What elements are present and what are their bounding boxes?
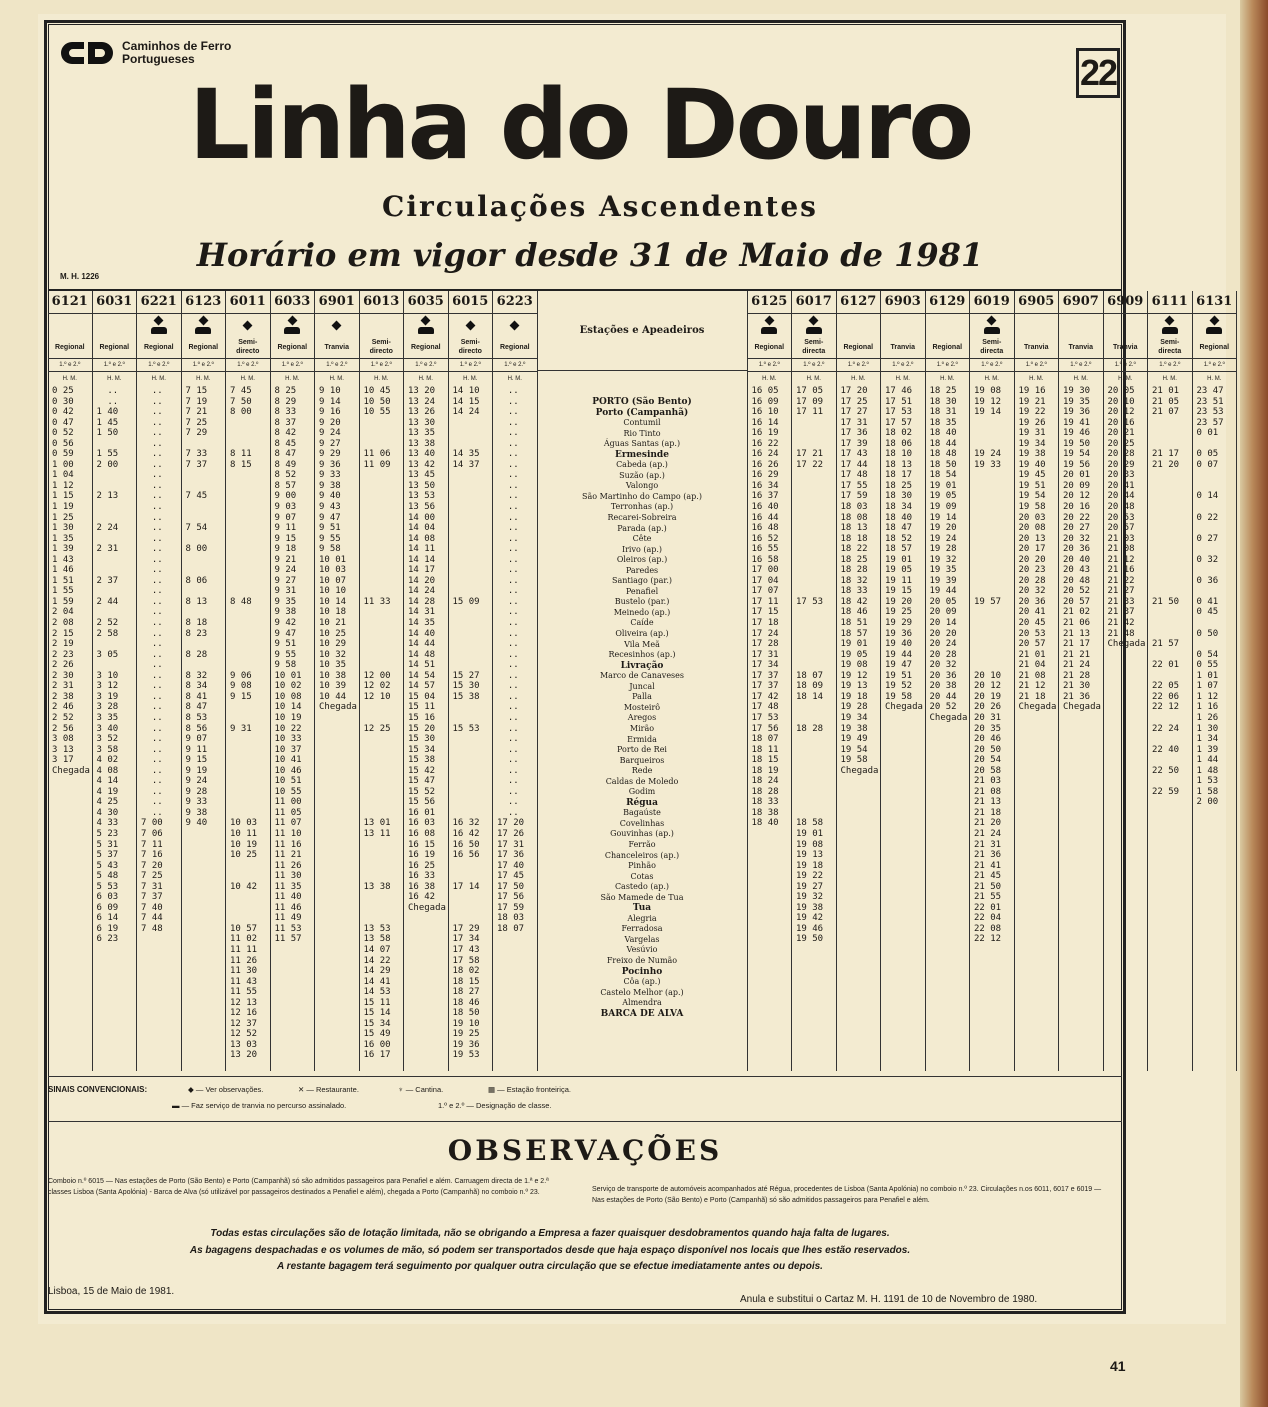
station-row: Irivo (ap.) — [621, 544, 663, 554]
train-times: 19 16 19 21 19 22 19 26 19 31 19 34 19 38 19 40 19 45 19 51 19 54 19 58 20 03 20 08 20 13 20 17 20 20 20 23 20 28 20 32 20 36 20 41 20 45 20 53 20 57 21 01 21 04 21 08 21 12 21 18 Chegada — [1018, 386, 1057, 713]
train-icons — [271, 314, 315, 336]
train-number: 6013 — [360, 291, 404, 314]
train-number: 6131 — [1193, 291, 1237, 314]
train-number: 6123 — [182, 291, 226, 314]
train-number: 6125 — [748, 291, 792, 314]
station-row: Valongo — [625, 481, 659, 491]
hours-minutes-label: H. M. — [1207, 376, 1222, 382]
station-row: Cotas — [630, 871, 654, 881]
station-row: Contumil — [623, 418, 661, 428]
station-row: Ermesinde — [615, 449, 669, 460]
station-row: Covelinhas — [619, 818, 665, 828]
train-icons — [449, 314, 493, 336]
station-row: Ferrão — [628, 839, 656, 849]
observation-diamond-icon — [421, 316, 431, 326]
observation-right: Serviço de transporte de automóveis acompanhados até Régua, procedentes de Lisboa (Santa Apolónia) no comboio n.º 23. Circulações n.os 6011, 6017 e 6019 — Nas estações de Porto (São Bento) e Porto (Campanhã) só são admitidos passageiros para Penafiel e além. — [592, 1186, 1102, 1204]
train-number: 6903 — [881, 291, 925, 314]
cp-logo — [60, 38, 231, 68]
station-row: Recarei-Sobreira — [607, 513, 677, 523]
train-times: 9 10 9 14 9 16 9 20 9 24 9 27 9 29 9 36 9 33 9 38 9 40 9 43 9 47 9 51 9 55 9 58 10 01 10 03 10 07 10 10 10 14 10 18 10 21 10 25 10 29 10 32 10 35 10 38 10 39 10 44 Chegada — [319, 386, 357, 713]
train-column-6035 — [404, 291, 449, 1071]
hours-minutes-label: H. M. — [940, 376, 955, 382]
train-number: 6221 — [137, 291, 181, 314]
station-row: Rede — [631, 766, 653, 776]
station-row: São Mamede de Tua — [600, 892, 684, 902]
train-class: 1.º e 2.º — [360, 358, 404, 372]
hours-minutes-label: H. M. — [1162, 376, 1177, 382]
train-class: 1.º e 2.º — [1193, 358, 1237, 372]
station-row: Bustelo (par.) — [614, 597, 670, 607]
station-row: Terronhas (ap.) — [610, 502, 674, 512]
station-row: Régua — [626, 797, 658, 808]
validity-line: Horário em vigor desde 31 de Maio de 1981 — [196, 236, 984, 274]
train-times: 7 15 7 19 7 21 7 25 7 29 7 33 7 37 7 45 7 54 8 00 8 06 8 13 8 18 8 23 8 28 8 32 8 34 8 41 8 47 8 53 8 56 9 07 9 11 9 15 9 19 9 24 9 28 9 33 9 38 9 40 — [185, 386, 208, 829]
train-column-6909 — [1104, 291, 1149, 1071]
train-times: 14 10 14 15 14 24 14 35 14 37 15 09 15 27 15 30 15 38 15 53 16 32 16 42 16 50 16 56 17 14 17 29 17 34 17 43 17 58 18 02 18 15 18 27 18 46 18 50 19 10 19 25 19 36 19 53 — [452, 386, 480, 1061]
train-type: Semi- directo — [236, 339, 260, 355]
train-icons — [93, 314, 137, 336]
hours-minutes-label: H. M. — [851, 376, 866, 382]
station-row: Oleiros (ap.) — [616, 555, 668, 565]
station-row: Castelo Melhor (ap.) — [600, 987, 684, 997]
station-row: Godim — [628, 787, 656, 797]
observation-diamond-icon — [987, 316, 997, 326]
station-row: Águas Santas (ap.) — [603, 439, 681, 449]
station-row: Gouvinhas (ap.) — [610, 829, 674, 839]
station-row: Meinedo (ap.) — [613, 607, 671, 617]
station-row: Porto (Campanhã) — [595, 407, 689, 418]
station-row: Paredes — [625, 565, 659, 575]
train-icons — [1193, 314, 1237, 336]
train-number: 6905 — [1015, 291, 1059, 314]
observation-diamond-icon — [287, 316, 297, 326]
train-times: 19 08 19 12 19 14 19 24 19 33 19 57 20 10 20 12 20 19 20 26 20 31 20 35 20 46 20 50 20 54 20 58 21 03 21 08 21 13 21 18 21 20 21 24 21 31 21 36 21 41 21 45 21 50 21 55 22 01 22 04 22 08 22 12 — [974, 386, 1002, 945]
station-row: Alegria — [627, 913, 657, 923]
train-column-6013 — [360, 291, 405, 1071]
stations-column — [538, 291, 748, 1071]
note-remaining-baggage: A restante bagagem terá seguimento por qualquer outra circulação que se efectue imediatamente antes ou depois. — [277, 1261, 823, 1272]
train-times: 10 45 10 50 10 55 11 06 11 09 11 33 12 00 12 02 12 10 12 25 13 01 13 11 13 38 13 53 13 58 14 07 14 22 14 29 14 41 14 53 15 11 15 14 15 34 15 49 16 00 16 17 — [363, 386, 391, 1061]
train-type: Tranvia — [1068, 343, 1093, 351]
station-row: Aregos — [627, 713, 657, 723]
train-type: Semi- directa — [802, 339, 826, 355]
train-class: 1.º e 2.º — [93, 358, 137, 372]
reference-code: M. H. 1226 — [60, 272, 100, 281]
train-times: 18 25 18 30 18 31 18 35 18 40 18 44 18 48 18 50 18 54 19 01 19 05 19 09 19 14 19 20 19 24 19 28 19 32 19 35 19 39 19 44 20 05 20 09 20 14 20 20 20 24 20 28 20 32 20 36 20 38 20 44 20 52 Chegada — [929, 386, 968, 723]
train-times: 13 20 13 24 13 26 13 30 13 35 13 38 13 40 13 42 13 45 13 50 13 53 13 56 14 00 14 04 14 08 14 11 14 14 14 17 14 20 14 24 14 28 14 31 14 35 14 40 14 44 14 48 14 51 14 54 14 57 15 04 15 11 15 16 15 20 15 30 15 34 15 38 15 42 15 47 15 52 15 56 16 01 16 03 16 08 16 15 16 19 16 25 16 33 16 38 16 42 Chegada — [408, 386, 446, 913]
station-row: Palla — [632, 692, 652, 702]
timetable — [48, 289, 1233, 1071]
train-column-6031 — [93, 291, 138, 1071]
train-icons — [48, 314, 92, 336]
stations-header: Estações e Apeadeiros — [538, 291, 747, 371]
train-icons — [226, 314, 270, 336]
train-column-6907 — [1059, 291, 1104, 1071]
train-times: 16 05 16 09 16 10 16 14 16 19 16 22 16 24 16 26 16 29 16 34 16 37 16 40 16 44 16 48 16 52 16 55 16 58 17 00 17 04 17 07 17 11 17 15 17 18 17 24 17 28 17 31 17 34 17 37 17 37 17 42 17 48 17 53 17 56 18 07 18 11 18 15 18 19 18 24 18 28 18 33 18 38 18 40 — [751, 386, 779, 829]
train-column-6903 — [881, 291, 926, 1071]
train-number: 6129 — [926, 291, 970, 314]
train-times: .. .. 1 40 1 45 1 50 1 55 2 00 2 13 2 24 2 31 2 37 2 44 2 52 2 58 3 05 3 10 3 12 3 19 3 28 3 35 3 40 3 52 3 58 4 02 4 08 4 14 4 19 4 25 4 30 4 33 5 23 5 31 5 37 5 43 5 48 5 53 6 03 6 09 6 14 6 19 6 23 — [96, 386, 119, 945]
station-row: Pocinho — [621, 966, 663, 977]
station-row: Cête — [632, 534, 652, 544]
train-type: Regional — [277, 343, 308, 351]
legend-label: SINAIS CONVENCIONAIS: — [48, 1085, 148, 1094]
train-class: 1.º e 2.º — [48, 358, 92, 372]
observation-diamond-icon — [332, 320, 342, 330]
hours-minutes-label: H. M. — [151, 376, 166, 382]
observation-left: Comboio n.º 6015 — Nas estações de Porto (São Bento) e Porto (Campanhã) só são admitidos passageiros para Penafiel e além. Carruagem directa de 1.ª e 2.ª classes Lisboa (Santa Apolónia) - Barca de Alva (só utilizável por passageiros destinados a Penafiel e além), chegada a Porto (Campanhã) no comboio n.º 23. — [48, 1178, 549, 1196]
hours-minutes-label: H. M. — [196, 376, 211, 382]
legend — [48, 1076, 1122, 1122]
train-times: 21 01 21 05 21 07 21 17 21 20 21 50 21 57 22 01 22 05 22 06 22 12 22 24 22 40 22 50 22 59 — [1152, 386, 1180, 797]
station-row: Juncal — [629, 681, 655, 691]
train-number: 6031 — [93, 291, 137, 314]
train-column-6127 — [837, 291, 882, 1071]
train-column-6033 — [271, 291, 316, 1071]
train-icons — [360, 314, 404, 336]
train-times: 17 46 17 51 17 53 17 57 18 02 18 06 18 10 18 13 18 17 18 25 18 30 18 34 18 40 18 47 18 52 18 57 19 01 19 05 19 11 19 15 19 20 19 25 19 29 19 36 19 40 19 44 19 47 19 51 19 52 19 58 Chegada — [885, 386, 923, 713]
train-column-6223 — [493, 291, 538, 1071]
hours-minutes-label: H. M. — [806, 376, 821, 382]
station-row: Mosteirô — [623, 702, 661, 712]
observation-diamond-icon — [154, 316, 164, 326]
train-column-6017 — [792, 291, 837, 1071]
train-icons — [1015, 314, 1059, 336]
company-name-line1: Caminhos de Ferro — [122, 39, 232, 53]
train-icons — [493, 314, 537, 336]
train-type: Regional — [754, 343, 785, 351]
train-icons — [748, 314, 792, 336]
station-row: Barqueiros — [619, 755, 665, 765]
train-times: .. .. .. .. .. .. .. .. .. .. .. .. .. .. .. .. .. .. .. .. .. .. .. .. .. .. .. .. .. .. .. .. .. .. .. .. .. .. .. .. .. 7 00 7 06 7 11 7 16 7 20 7 25 7 31 7 37 7 40 7 44 7 48 — [141, 386, 163, 934]
hours-minutes-label: H. M. — [507, 376, 522, 382]
train-times: 23 47 23 51 23 53 23 57 0 01 0 05 0 07 0 14 0 22 0 27 0 32 0 36 0 41 0 45 0 50 0 54 0 55 1 01 1 07 1 12 1 16 1 26 1 30 1 34 1 39 1 44 1 48 1 53 1 58 2 00 — [1196, 386, 1224, 808]
station-row: Rio Tinto — [623, 428, 661, 438]
train-type: Tranvia — [890, 343, 915, 351]
train-times: 17 05 17 09 17 11 17 21 17 22 17 53 18 07 18 09 18 14 18 28 18 58 19 01 19 08 19 13 19 18 19 22 19 27 19 32 19 38 19 42 19 46 19 50 — [796, 386, 824, 945]
station-row: Oliveira (ap.) — [615, 629, 669, 639]
observation-diamond-icon — [809, 316, 819, 326]
train-times: 20 05 20 10 20 12 20 16 20 21 20 25 20 28 20 29 20 33 20 41 20 44 20 48 20 53 20 57 21 03 21 08 21 12 21 16 21 22 21 27 21 33 21 37 21 42 21 48 Chegada — [1107, 386, 1146, 650]
train-column-6125 — [748, 291, 793, 1071]
train-column-6111 — [1148, 291, 1193, 1071]
train-times: 17 20 17 25 17 27 17 31 17 36 17 39 17 43 17 44 17 48 17 55 17 59 18 03 18 08 18 13 18 18 18 22 18 25 18 28 18 32 18 33 18 42 18 46 18 51 18 57 19 01 19 05 19 08 19 12 19 13 19 18 19 28 19 34 19 38 19 49 19 54 19 58 Chegada — [840, 386, 879, 776]
observation-diamond-icon — [1165, 316, 1175, 326]
car-transport-icon — [806, 327, 822, 334]
train-times: 8 25 8 29 8 33 8 37 8 42 8 45 8 47 8 49 8 52 8 57 9 00 9 03 9 07 9 11 9 15 9 18 9 21 9 24 9 27 9 31 9 35 9 38 9 42 9 47 9 51 9 55 9 58 10 01 10 02 10 08 10 14 10 19 10 22 10 33 10 37 10 41 10 46 10 51 10 55 11 00 11 05 11 07 11 10 11 16 11 21 11 26 11 30 11 35 11 40 11 46 11 49 11 53 11 57 — [274, 386, 302, 945]
train-number: 6121 — [48, 291, 92, 314]
observation-diamond-icon — [510, 320, 520, 330]
train-icons — [881, 314, 925, 336]
hours-minutes-label: H. M. — [762, 376, 777, 382]
train-column-6901 — [315, 291, 360, 1071]
train-number: 6223 — [493, 291, 537, 314]
train-number: 6011 — [226, 291, 270, 314]
train-column-6129 — [926, 291, 971, 1071]
train-class: 1.º e 2.º — [1059, 358, 1103, 372]
station-row: Mirão — [629, 723, 655, 733]
car-transport-icon — [1162, 327, 1178, 334]
train-icons — [137, 314, 181, 336]
train-class: 1.º e 2.º — [404, 358, 448, 372]
station-row: Almendra — [622, 998, 662, 1008]
train-class: 1.º e 2.º — [226, 358, 270, 372]
hours-minutes-label: H. M. — [374, 376, 389, 382]
station-row: Cabeda (ap.) — [616, 460, 668, 470]
train-column-6905 — [1015, 291, 1060, 1071]
replaces-note: Anula e substitui o Cartaz M. H. 1191 de 10 de Novembro de 1980. — [740, 1294, 1038, 1305]
train-column-6221 — [137, 291, 182, 1071]
train-type: Regional — [499, 343, 530, 351]
legend-item-canteen: ♆ — Cantina. — [398, 1085, 444, 1094]
train-icons — [404, 314, 448, 336]
observation-diamond-icon — [243, 320, 253, 330]
train-class: 1.º e 2.º — [748, 358, 792, 372]
page-subtitle: Circulações Ascendentes — [382, 190, 818, 223]
train-icons — [970, 314, 1014, 336]
observation-diamond-icon — [465, 320, 475, 330]
station-row: Bagaúste — [623, 808, 661, 818]
train-type: Semi- directo — [458, 339, 482, 355]
train-type: Regional — [99, 343, 130, 351]
train-class: 1.º e 2.º — [271, 358, 315, 372]
train-number: 6907 — [1059, 291, 1103, 314]
company-name-line2: Portugueses — [122, 52, 195, 66]
legend-item-restaurant: ✕ — Restaurante. — [298, 1085, 359, 1094]
train-times: .. .. .. .. .. .. .. .. .. .. .. .. .. .. .. .. .. .. .. .. .. .. .. .. .. .. .. .. .. .. .. .. .. .. .. .. .. .. .. .. .. 17 20 17 26 17 31 17 36 17 40 17 45 17 50 17 56 17 59 18 03 18 07 — [497, 386, 525, 934]
car-transport-icon — [284, 327, 300, 334]
station-row: Tua — [632, 903, 652, 914]
train-class: 1.º e 2.º — [1015, 358, 1059, 372]
train-type: Regional — [1199, 343, 1230, 351]
train-column-6121 — [48, 291, 93, 1071]
station-row: PORTO (São Bento) — [592, 397, 692, 407]
train-class: 1.º e 2.º — [1104, 358, 1148, 372]
poster-number-badge: 22 — [1076, 48, 1120, 98]
train-type: Regional — [188, 343, 219, 351]
train-icons — [837, 314, 881, 336]
station-row: Freixo de Numão — [606, 955, 678, 965]
legend-item-border-station: ▦ — Estação fronteiriça. — [488, 1085, 571, 1094]
train-number: 6019 — [970, 291, 1014, 314]
train-number: 6035 — [404, 291, 448, 314]
train-type: Tranvia — [324, 343, 349, 351]
station-row: Caldas de Moledo — [605, 776, 679, 786]
train-column-6015 — [449, 291, 494, 1071]
train-times: 0 25 0 30 0 42 0 47 0 52 0 56 0 59 1 00 1 04 1 12 1 15 1 19 1 25 1 30 1 35 1 39 1 43 1 46 1 51 1 55 1 59 2 04 2 08 2 15 2 19 2 23 2 26 2 30 2 31 2 38 2 46 2 52 2 56 3 08 3 13 3 17 Chegada — [52, 386, 90, 776]
station-row: Recesinhos (ap.) — [608, 650, 676, 660]
car-transport-icon — [984, 327, 1000, 334]
train-icons — [1059, 314, 1103, 336]
station-row: Ferradosa — [621, 924, 663, 934]
station-row: Caíde — [630, 618, 654, 628]
train-column-6131 — [1193, 291, 1238, 1071]
page-number: 41 — [1110, 1358, 1126, 1374]
train-class: 1.º e 2.º — [881, 358, 925, 372]
train-class: 1.º e 2.º — [926, 358, 970, 372]
train-class: 1.º e 2.º — [1148, 358, 1192, 372]
hours-minutes-label: H. M. — [1029, 376, 1044, 382]
train-times: 7 45 7 50 8 00 8 11 8 15 8 48 9 06 9 08 9 15 9 31 10 03 10 11 10 19 10 25 10 42 10 57 11 02 11 11 11 26 11 30 11 43 11 55 12 13 12 16 12 37 12 52 13 03 13 20 — [230, 386, 258, 1061]
hours-minutes-label: H. M. — [1073, 376, 1088, 382]
hours-minutes-label: H. M. — [285, 376, 300, 382]
train-type: Tranvia — [1023, 343, 1049, 351]
hours-minutes-label: H. M. — [895, 376, 910, 382]
cp-logo-icon — [60, 38, 114, 68]
train-class: 1.º e 2.º — [137, 358, 181, 372]
train-icons — [792, 314, 836, 336]
note-baggage: As bagagens despachadas e os volumes de mão, só podem ser transportados desde que haja espaço disponível nos locais que lhes estão reservados. — [189, 1244, 911, 1256]
station-row: Vila Meã — [624, 639, 660, 649]
legend-item-class: 1.º e 2.º — Designação de classe. — [438, 1101, 552, 1110]
hours-minutes-label: H. M. — [463, 376, 478, 382]
train-icons — [926, 314, 970, 336]
train-type: Semi- directa — [980, 339, 1004, 355]
hours-minutes-label: H. M. — [62, 376, 77, 382]
observation-diamond-icon — [198, 316, 208, 326]
train-class: 1.º e 2.º — [792, 358, 836, 372]
page-title: Linha do Douro — [188, 69, 972, 181]
station-row: Chanceleiros (ap.) — [604, 850, 680, 860]
hours-minutes-label: H. M. — [329, 376, 344, 382]
train-times: 19 30 19 35 19 36 19 41 19 46 19 50 19 54 19 56 20 01 20 09 20 12 20 16 20 22 20 27 20 32 20 36 20 40 20 43 20 48 20 52 20 57 21 02 21 06 21 13 21 17 21 21 21 24 21 28 21 30 21 36 Chegada — [1063, 386, 1101, 713]
train-type: Regional — [54, 343, 85, 351]
train-type: Regional — [143, 343, 174, 351]
train-icons — [315, 314, 359, 336]
train-class: 1.º e 2.º — [970, 358, 1014, 372]
train-number: 6015 — [449, 291, 493, 314]
train-class: 1.º e 2.º — [449, 358, 493, 372]
general-notes — [100, 1226, 1000, 1276]
observation-diamond-icon — [764, 316, 774, 326]
station-row: BARCA DE ALVA — [600, 1008, 684, 1019]
station-row: Santiago (par.) — [611, 576, 673, 586]
station-row: Penafiel — [625, 586, 659, 596]
station-row: São Martinho do Campo (ap.) — [582, 491, 702, 501]
train-class: 1.º e 2.º — [182, 358, 226, 372]
car-transport-icon — [195, 327, 211, 334]
train-number: 6909 — [1104, 291, 1148, 314]
station-row: Parada (ap.) — [617, 523, 667, 533]
observations-title: OBSERVAÇÕES — [447, 1134, 723, 1167]
legend-item-tram-service: ▬ — Faz serviço de tranvia no percurso assinalado. — [172, 1101, 347, 1110]
observation-diamond-icon — [1209, 316, 1219, 326]
hours-minutes-label: H. M. — [1118, 376, 1133, 382]
book-page-edge — [1240, 0, 1268, 1407]
station-row: Ermida — [627, 734, 657, 744]
station-row: Côa (ap.) — [623, 977, 661, 987]
train-number: 6111 — [1148, 291, 1192, 314]
note-capacity: Todas estas circulações são de lotação limitada, não se obrigando a Empresa a fazer quaisquer desdobramentos quando haja falta de lugares. — [210, 1228, 890, 1239]
car-transport-icon — [151, 327, 167, 334]
train-icons — [182, 314, 226, 336]
train-icons — [1104, 314, 1148, 336]
hours-minutes-label: H. M. — [418, 376, 433, 382]
train-class: 1.º e 2.º — [493, 358, 537, 372]
train-number: 6127 — [837, 291, 881, 314]
car-transport-icon — [761, 327, 777, 334]
train-number: 6017 — [792, 291, 836, 314]
place-date: Lisboa, 15 de Maio de 1981. — [48, 1286, 175, 1297]
station-row: Vesúvio — [626, 945, 658, 955]
train-type: Regional — [843, 343, 874, 351]
car-transport-icon — [418, 327, 434, 334]
station-row: Livração — [620, 660, 664, 671]
hours-minutes-label: H. M. — [240, 376, 255, 382]
train-type: Regional — [410, 343, 441, 351]
train-type: Regional — [932, 343, 963, 351]
station-row: Pinhão — [628, 861, 656, 871]
station-row: Vargelas — [624, 934, 660, 944]
station-row: Castedo (ap.) — [614, 882, 670, 892]
station-row: Porto de Rei — [617, 745, 667, 755]
train-column-6011 — [226, 291, 271, 1071]
train-column-6019 — [970, 291, 1015, 1071]
station-row: Marco de Canaveses — [599, 671, 685, 681]
hours-minutes-label: H. M. — [984, 376, 999, 382]
train-column-6123 — [182, 291, 227, 1071]
train-number: 6033 — [271, 291, 315, 314]
train-class: 1.º e 2.º — [837, 358, 881, 372]
train-number: 6901 — [315, 291, 359, 314]
hours-minutes-label: H. M. — [107, 376, 122, 382]
station-row: Suzão (ap.) — [619, 470, 665, 480]
train-icons — [1148, 314, 1192, 336]
legend-item-observations: ◆ — Ver observações. — [188, 1085, 264, 1094]
train-type: Semi- directa — [1158, 339, 1182, 355]
train-type: Tranvia — [1112, 343, 1138, 351]
train-class: 1.º e 2.º — [315, 358, 359, 372]
car-transport-icon — [1206, 327, 1222, 334]
train-type: Semi- directo — [369, 339, 393, 355]
